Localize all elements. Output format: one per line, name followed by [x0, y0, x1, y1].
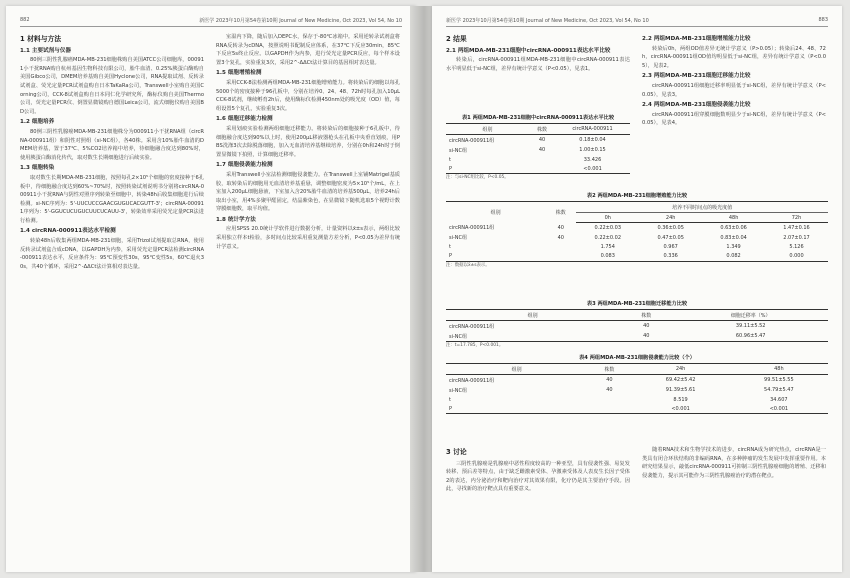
right-column-2: [642, 33, 826, 127]
table-4-cell: si-NC组: [449, 387, 468, 394]
table-4-cell: 54.79±5.47: [764, 387, 794, 393]
table-4-cell: 40: [606, 387, 613, 393]
table-4-cell: 91.39±5.61: [665, 387, 696, 393]
table-2-cell: P: [446, 252, 545, 262]
right-col1-heading-0: 2 结果: [446, 35, 467, 43]
left-col1-heading-5: 1.3 细胞转染: [20, 165, 55, 172]
right-col1-paragraph-2: 转染后，circRNA-000911组MDA-MB-231细胞中circRNA-000911表达水平明显低于si-NC组，差异有统计学意义（P<0.05），见表1。: [446, 57, 630, 72]
table-row: [446, 252, 828, 262]
table-1-cell: 33.426: [583, 156, 602, 163]
left-col1-paragraph-4: 80例三阴性乳腺癌MDA-MB-231细胞株分为000911小干扰RNA组（circRNA-000911组）和阴性对照组（si-NC组），各40株。采用含10%胎牛血清的DMEM培养基，置于37℃、5%CO2培养箱中培养，待细胞融合度达到80%时，使用胰蛋白酶消化传代，取对数生长期细胞进行后续实验。: [20, 128, 204, 161]
table-2-cell: 0.22±0.03: [594, 224, 622, 231]
left-col1-paragraph-8: 转染48h后收集两组MDA-MB-231细胞，采用Trizol试剂提取总RNA，使用反转录试剂盒合成cDNA，以GAPDH为内参，采用荧光定量PCR法检测circRNA-000911表达水平，反应条件为：95℃预变性30s，95℃变性5s，60℃退火30s，共40个循环，采用2^-ΔΔCt法计算相对表达量。: [20, 238, 204, 270]
table-3: [446, 309, 828, 342]
table-2-cell: si-NC组: [449, 235, 468, 241]
table-1-cell: 1.00±0.15: [579, 147, 606, 153]
table-row: [446, 404, 828, 414]
table-2-cell: 0.000: [765, 252, 828, 262]
left-col1-heading-1: 1.1 主要试剂与仪器: [20, 47, 72, 54]
table-1-header-0: 组别: [446, 124, 529, 135]
table-row: [446, 135, 630, 146]
right-column-1: [446, 33, 630, 113]
left-col2-paragraph-8: 应用SPSS 20.0统计学软件进行数据分析，计量资料以x̄±s表示，两组比较采用独立样本t检验，多时间点比较采用重复测量方差分析，P<0.05为差异有统计学意义。: [216, 226, 400, 250]
table-row: [446, 375, 828, 386]
left-col1-heading-3: 1.2 细胞培养: [20, 119, 55, 126]
table-row: [446, 223, 828, 233]
table-2-group-header: 培养不同时间点的吸光度值: [576, 202, 828, 213]
left-page-number: 882: [20, 17, 30, 23]
table-2-cell: 0.47±0.05: [657, 234, 684, 241]
table-2-cell: 0.36±0.05: [657, 224, 684, 231]
table-2-header-2: 48h: [702, 213, 765, 223]
table-4-cell: 8.519: [673, 396, 688, 403]
left-column-2: [216, 33, 400, 253]
table-2-cell: 0.082: [702, 252, 765, 262]
table-row: [446, 331, 828, 342]
table-4: [446, 363, 828, 414]
right-col2-paragraph-5: circRNA-000911组穿膜细胞数明显少于si-NC组，差异有统计学意义（P<0.05），见表4。: [642, 111, 826, 127]
table-1-note: 注：与si-NC组比较，P<0.05。: [446, 175, 509, 180]
right-col2-heading-4: 2.4 两组MDA-MB-231细胞侵袭能力比较: [642, 102, 751, 109]
left-col1-heading-7: 1.4 circRNA-000911表达水平检测: [20, 228, 116, 235]
table-row: [446, 321, 828, 332]
right-col1-heading-1: 2.1 两组MDA-MB-231细胞中circRNA-000911表达水平比较: [446, 47, 611, 54]
table-3-cell: si-NC组: [446, 331, 619, 342]
table-2-block: [446, 188, 828, 273]
table-3-header-0: 组别: [446, 310, 619, 321]
table-2-cell: 0.22±0.02: [594, 234, 622, 241]
right-col2-paragraph-1: 转染后0h，两组OD值差异无统计学意义（P>0.05）；转染后24、48、72h，circRNA-000911组OD值均明显低于si-NC组，差异有统计学意义（P<0.05），见表2。: [642, 45, 826, 69]
table-1-cell: 0.18±0.04: [579, 137, 606, 143]
table-row: [446, 145, 630, 155]
table-4-cell: <0.001: [730, 404, 828, 414]
table-4-cell: circRNA-000911组: [449, 377, 495, 384]
table-4-cell: P: [446, 404, 587, 414]
table-2-cell: 0.967: [663, 244, 678, 250]
left-col2-heading-5: 1.7 细胞侵袭能力检测: [216, 162, 273, 169]
table-1-cell: [529, 164, 555, 174]
table-2-cell: t: [449, 244, 451, 250]
table-2-caption: 表2 两组MDA-MB-231细胞增殖能力比较: [586, 193, 688, 199]
table-2-cell: 40: [557, 234, 564, 241]
table-2-cell: 0.336: [639, 252, 702, 262]
table-row: [446, 243, 828, 252]
discussion-heading: 3 讨论: [446, 448, 467, 456]
table-4-header-1: 株数: [587, 364, 631, 375]
table-3-block: [446, 296, 828, 353]
table-4-block: [446, 350, 828, 414]
left-col2-paragraph-2: 采用CCK-8法检测两组MDA-MB-231细胞增殖能力。将转染后的细胞以每孔5000个的密度接种于96孔板中，分别在培养0、24、48、72h时每孔加入10μL CCK-8试剂，继续孵育2h后，使用酶标仪检测450nm处的吸光度（OD）值，每组设置5个复孔，实验重复3次。: [216, 79, 400, 112]
table-1-cell: si-NC组: [449, 147, 468, 154]
table-1-cell: t: [449, 156, 451, 163]
table-4-caption: 表4 两组MDA-MB-231细胞侵袭能力比较（个）: [579, 355, 695, 361]
table-3-caption: 表3 两组MDA-MB-231细胞迁移能力比较: [586, 301, 688, 307]
table-2-cell: 40: [557, 224, 564, 231]
table-4-cell: [587, 404, 631, 414]
table-row: [446, 395, 828, 404]
left-col2-heading-3: 1.6 细胞迁移能力检测: [216, 116, 273, 123]
table-4-cell: t: [449, 396, 451, 403]
left-col2-paragraph-0: 室温内下降，随后加入DEPC水，保存于-80℃冰箱中。采用逆转录试剂盒将RNA反转录为cDNA，按照说明书配制反应体系，在37℃下反应30min，85℃下反应5s终止反应。以GAPDH作为内参，进行荧光定量PCR反应，每个样本设置3个复孔，实验重复3次，采用2^-ΔΔCt法计算目的基因相对表达量。: [216, 34, 400, 66]
table-4-cell: <0.001: [631, 404, 729, 414]
table-1-cell: [529, 155, 555, 164]
right-page: [432, 6, 842, 572]
left-col1-paragraph-6: 取对数生长期MDA-MB-231细胞，按照每孔2×10⁵个细胞的密度接种于6孔板中，待细胞融合度达到60%~70%时，按照转染试剂说明书分别将circRNA-000911小干扰RNA与阴性对照序列转染至细胞中，转染48h后收集细胞进行后续检测。si-NC序列为：5'-UUCUCCGAACGUGUCACGUTT-3'；circRNA-000911序列为：5'-GGUCUCUGUCUUCUCAUU-3'，转染效率采用荧光定量PCR法进行检测。: [20, 174, 204, 224]
left-running-header: [20, 17, 402, 27]
discussion-paragraph-1: 三阴性乳腺癌是乳腺癌中恶性程度较高的一种亚型，具有侵袭性强、易复发转移、预后差等特点，由于缺乏雌激素受体、孕激素受体及人表皮生长因子受体2的表达，内分泌治疗和靶向治疗对其效果有限，化疗仍是其主要治疗手段。因此，寻找新的治疗靶点具有重要意义。: [446, 460, 630, 493]
table-2: [446, 201, 828, 262]
right-journal-title: 新医学 2023年10月第54卷第10期 Journal of New Medicine, Oct 2023, Vol 54, No 10: [446, 18, 649, 24]
right-col2-heading-2: 2.3 两组MDA-MB-231细胞迁移能力比较: [642, 73, 751, 80]
table-3-cell: 60.96±5.47: [673, 331, 828, 342]
table-1-header-2: circRNA-000911: [555, 124, 630, 135]
table-row: [446, 164, 630, 174]
table-1-header-1: 株数: [529, 124, 555, 135]
table-3-cell: circRNA-000911组: [449, 323, 495, 330]
table-1-cell: circRNA-000911组: [449, 137, 495, 144]
table-1-cell: P: [446, 164, 529, 174]
table-2-col-count: 株数: [545, 202, 576, 223]
table-2-header-0: 0h: [576, 213, 639, 223]
table-row: [446, 385, 828, 395]
table-4-cell: [587, 395, 631, 404]
table-2-col-group: 组别: [446, 202, 545, 223]
table-4-cell: 34.607: [770, 396, 788, 403]
table-4-cell: 69.42±5.42: [665, 377, 696, 383]
table-3-header-2: 细胞迁移率（%）: [673, 310, 828, 321]
left-col1-paragraph-2: 80例三阴性乳腺癌MDA-MB-231细胞株购自美国ATCC公司细胞库，000911小干扰RNA购自杭州基因生物科技有限公司，胎牛血清、0.25%胰蛋白酶购自美国Gibco公司，DMEM培养基购自美国Hyclone公司，RNA提取试剂、反转录试剂盒、荧光定量PCR试剂盒购自日本TaKaRa公司，Transwell小室购自美国Corning公司，CCK-8试剂盒购自日本同仁化学研究所，酶标仪购自美国Thermo公司，荧光定量PCR仪、倒置显微镜购自德国Leica公司，流式细胞仪购自美国BD公司。: [20, 57, 204, 115]
table-2-header-3: 72h: [765, 213, 828, 223]
table-2-cell: 5.126: [789, 244, 804, 250]
table-2-cell: 0.63±0.06: [720, 224, 747, 231]
table-3-cell: 39.11±5.52: [735, 323, 766, 329]
table-3-cell: 40: [643, 323, 650, 329]
table-4-cell: 99.51±5.55: [764, 377, 794, 383]
right-page-number: 883: [818, 17, 828, 23]
left-col2-heading-7: 1.8 统计学方法: [216, 216, 256, 223]
discussion-right: [642, 446, 826, 482]
table-1-block: [446, 110, 630, 185]
table-1-caption: 表1 两组MDA-MB-231细胞中circRNA-000911表达水平比较: [461, 115, 615, 121]
right-col2-paragraph-3: circRNA-000911组细胞迁移率明显低于si-NC组，差异有统计学意义（P<0.05），见表3。: [642, 82, 826, 98]
table-4-cell: 40: [606, 377, 613, 383]
table-2-note: 注：数据以x̄±s表示。: [446, 262, 490, 268]
table-2-cell: [545, 243, 576, 252]
table-row: [446, 155, 630, 164]
left-col1-heading-0: 1 材料与方法: [20, 35, 62, 43]
table-3-cell: 40: [619, 331, 673, 342]
table-2-cell: circRNA-000911组: [449, 225, 495, 231]
left-col2-paragraph-4: 采用划痕实验检测两组细胞迁移能力。将转染后的细胞接种于6孔板中，待细胞融合度达到90%以上时，使用200μL移液器枪头在孔板中央垂直划痕，用PBS洗涤3次去除脱落细胞，加入无血清培养基继续培养，分别在0h和24h时于倒置显微镜下拍照，计算细胞迁移率。: [216, 125, 400, 158]
discussion-paragraph-2: 随着RNA技术和生物学技术的进步，circRNA成为研究热点，circRNA是一类具有闭合环状结构的非编码RNA，在多种肿瘤的发生发展中发挥重要作用。本研究结果显示，敲低circRNA-000911可抑制三阴性乳腺癌细胞的增殖、迁移和侵袭能力，提示其可能作为三阴性乳腺癌治疗的潜在靶点。: [642, 447, 826, 479]
discussion-left: [446, 446, 630, 496]
table-1: [446, 123, 630, 174]
table-4-header-3: 48h: [730, 364, 828, 375]
table-1-cell: <0.001: [555, 164, 630, 174]
table-4-header-0: 组别: [446, 364, 587, 375]
table-2-cell: 0.083: [576, 252, 639, 262]
table-1-cell: 40: [538, 147, 546, 153]
table-2-cell: 2.07±0.17: [783, 234, 810, 241]
right-col2-heading-0: 2.2 两组MDA-MB-231细胞增殖能力比较: [642, 36, 751, 42]
table-2-cell: 1.47±0.16: [783, 224, 810, 231]
table-2-header-1: 24h: [639, 213, 702, 223]
left-page: [6, 6, 416, 572]
table-2-cell: 1.349: [726, 244, 741, 250]
left-col2-paragraph-6: 采用Transwell小室法检测细胞侵袭能力。在Transwell上室铺Matrigel基质胶，取转染后的细胞用无血清培养基重悬，调整细胞密度为5×10⁵个/mL，在上室加入200μL细胞悬液，下室加入含20%胎牛血清的培养基500μL，培养24h后取出小室，用4%多聚甲醛固定，结晶紫染色，在显微镜下随机选取5个视野计数穿膜细胞数，取平均值。: [216, 171, 400, 213]
left-column-1: [20, 33, 204, 273]
table-2-cell: [545, 252, 576, 262]
table-2-cell: 1.754: [600, 244, 615, 250]
table-1-cell: 40: [538, 137, 546, 143]
table-3-note: 注：t=17.785，P<0.001。: [446, 343, 504, 348]
right-running-header: [446, 17, 828, 27]
table-3-header-1: 株数: [619, 310, 673, 321]
left-col2-heading-1: 1.5 细胞增殖检测: [216, 70, 262, 77]
left-journal-title: 新医学 2023年10月第54卷第10期 Journal of New Medicine, Oct 2023, Vol 54, No 10: [199, 18, 402, 24]
table-row: [446, 233, 828, 243]
table-2-cell: 0.83±0.04: [720, 234, 747, 241]
table-4-header-2: 24h: [631, 364, 729, 375]
